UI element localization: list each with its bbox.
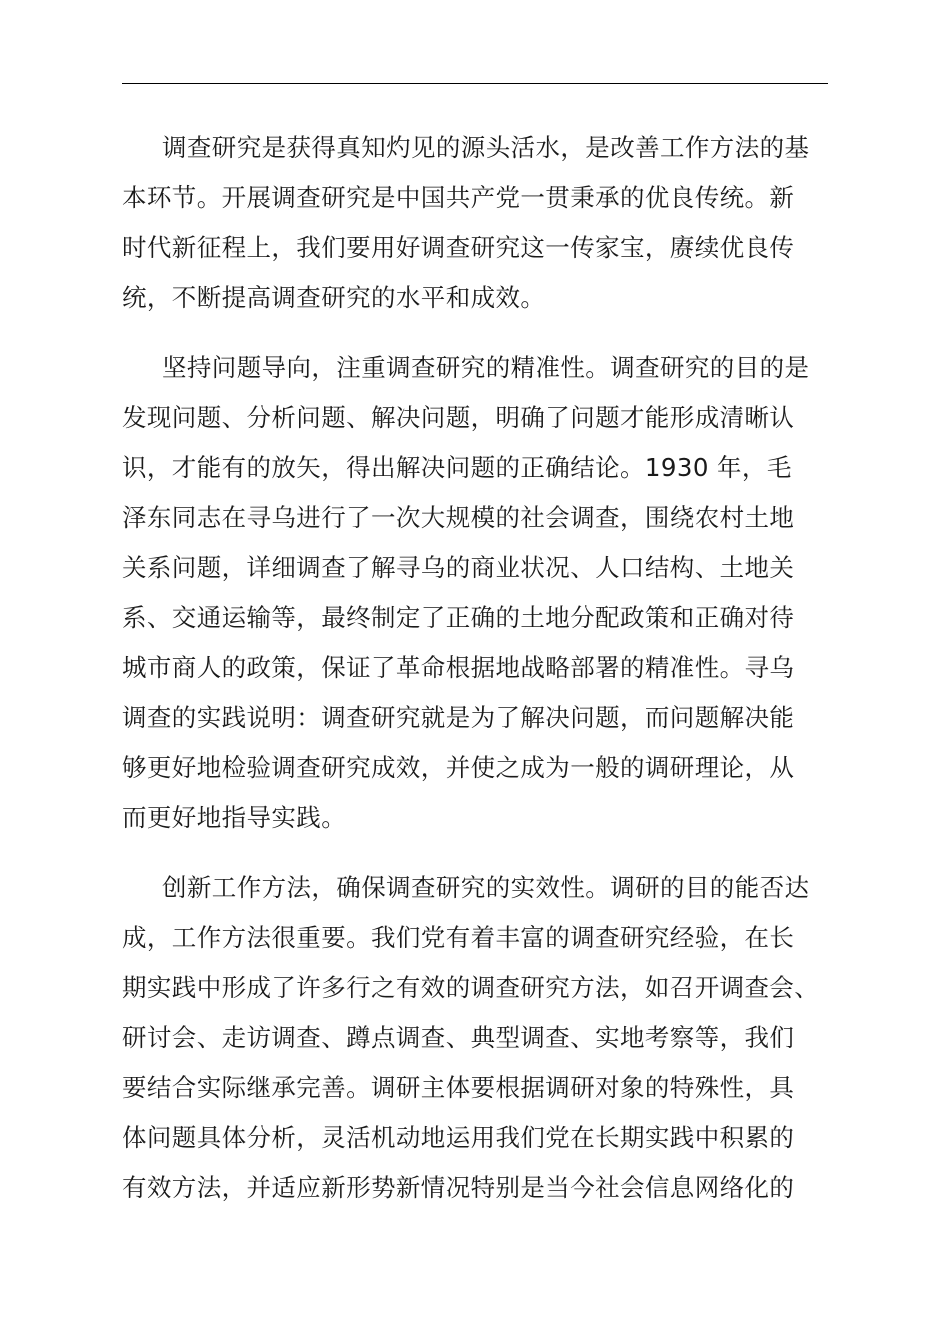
paragraph-line: 调查的实践说明：调查研究就是为了解决问题，而问题解决能 xyxy=(122,703,795,732)
paragraph-line: 而更好地指导实践。 xyxy=(122,803,347,832)
paragraph-line: 识，才能有的放矢，得出解决问题的正确结论。1930 年，毛 xyxy=(122,453,792,482)
paragraph-line: 泽东同志在寻乌进行了一次大规模的社会调查，围绕农村土地 xyxy=(122,503,795,532)
paragraph-line: 期实践中形成了许多行之有效的调查研究方法，如召开调查会、 xyxy=(122,973,820,1002)
paragraph-3 xyxy=(122,863,828,1213)
paragraph-line: 成，工作方法很重要。我们党有着丰富的调查研究经验，在长 xyxy=(122,923,795,952)
paragraph-2 xyxy=(122,343,828,843)
paragraph-line: 有效方法，并适应新形势新情况特别是当今社会信息网络化的 xyxy=(122,1173,795,1202)
paragraph-line: 调查研究是获得真知灼见的源头活水，是改善工作方法的基 xyxy=(162,133,810,162)
document-body xyxy=(122,123,828,1233)
paragraph-line: 城市商人的政策，保证了革命根据地战略部署的精准性。寻乌 xyxy=(122,653,795,682)
paragraph-line: 发现问题、分析问题、解决问题，明确了问题才能形成清晰认 xyxy=(122,403,795,432)
header-divider xyxy=(122,83,828,84)
paragraph-line: 体问题具体分析，灵活机动地运用我们党在长期实践中积累的 xyxy=(122,1123,795,1152)
paragraph-line: 创新工作方法，确保调查研究的实效性。调研的目的能否达 xyxy=(162,873,810,902)
paragraph-line: 时代新征程上，我们要用好调查研究这一传家宝，赓续优良传 xyxy=(122,233,795,262)
paragraph-line: 统，不断提高调查研究的水平和成效。 xyxy=(122,283,546,312)
paragraph-line: 要结合实际继承完善。调研主体要根据调研对象的特殊性，具 xyxy=(122,1073,795,1102)
paragraph-line: 系、交通运输等，最终制定了正确的土地分配政策和正确对待 xyxy=(122,603,795,632)
paragraph-line: 研讨会、走访调查、蹲点调查、典型调查、实地考察等，我们 xyxy=(122,1023,795,1052)
paragraph-line: 关系问题，详细调查了解寻乌的商业状况、人口结构、土地关 xyxy=(122,553,795,582)
paragraph-line: 够更好地检验调查研究成效，并使之成为一般的调研理论，从 xyxy=(122,753,795,782)
paragraph-line: 本环节。开展调查研究是中国共产党一贯秉承的优良传统。新 xyxy=(122,183,795,212)
paragraph-line: 坚持问题导向，注重调查研究的精准性。调查研究的目的是 xyxy=(162,353,810,382)
paragraph-1 xyxy=(122,123,828,323)
